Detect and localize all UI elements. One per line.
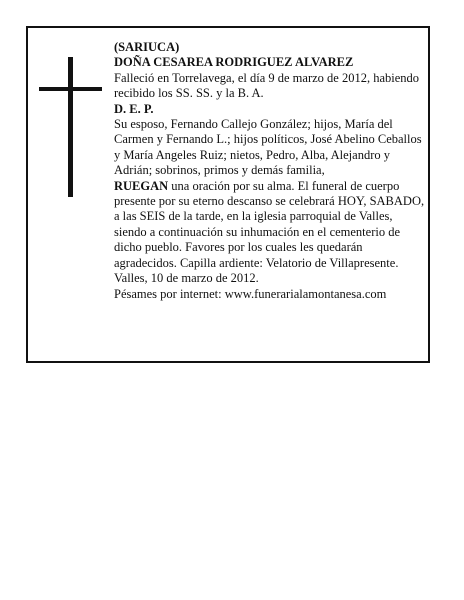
family-list: Su esposo, Fernando Callejo González; hijos, María del Carmen y Fernando L.; hijos políticos, José Abelino Ceballos y María Angeles Ruiz; nietos, Pedro, Alba, Alejandro y Adrián; sobrinos, primos y demás familia, [114, 117, 422, 178]
cross-icon-bar [39, 87, 102, 91]
place-date: Valles, 10 de marzo de 2012. [114, 271, 259, 286]
funeral-request [114, 179, 426, 271]
ruegan-label: RUEGAN [114, 178, 169, 193]
cross-icon [68, 57, 73, 197]
obituary-notice [26, 26, 430, 363]
nickname: (SARIUCA) [114, 40, 180, 54]
deceased-name: DOÑA CESAREA RODRIGUEZ ALVAREZ [114, 55, 354, 70]
dep-heading: D. E. P. [114, 101, 154, 116]
funeral-details: una oración por su alma. El funeral de cuerpo presente por su eterno descanso se celebrará HOY, SABADO, a las SEIS de la tarde, en la iglesia parroquial de Valles, siendo a continuación su inhumación en el cementerio de dicho pueblo. Favores por los cuales les quedarán agradecidos. Capilla ardiente: Velatorio de Villapresente. [114, 178, 425, 270]
obituary-text [114, 40, 426, 302]
condolences: Pésames por internet: www.funerarialamontanesa.com [114, 286, 387, 301]
death-info: Falleció en Torrelavega, el día 9 de marzo de 2012, habiendo recibido los SS. SS. y la B. A. [114, 70, 420, 101]
